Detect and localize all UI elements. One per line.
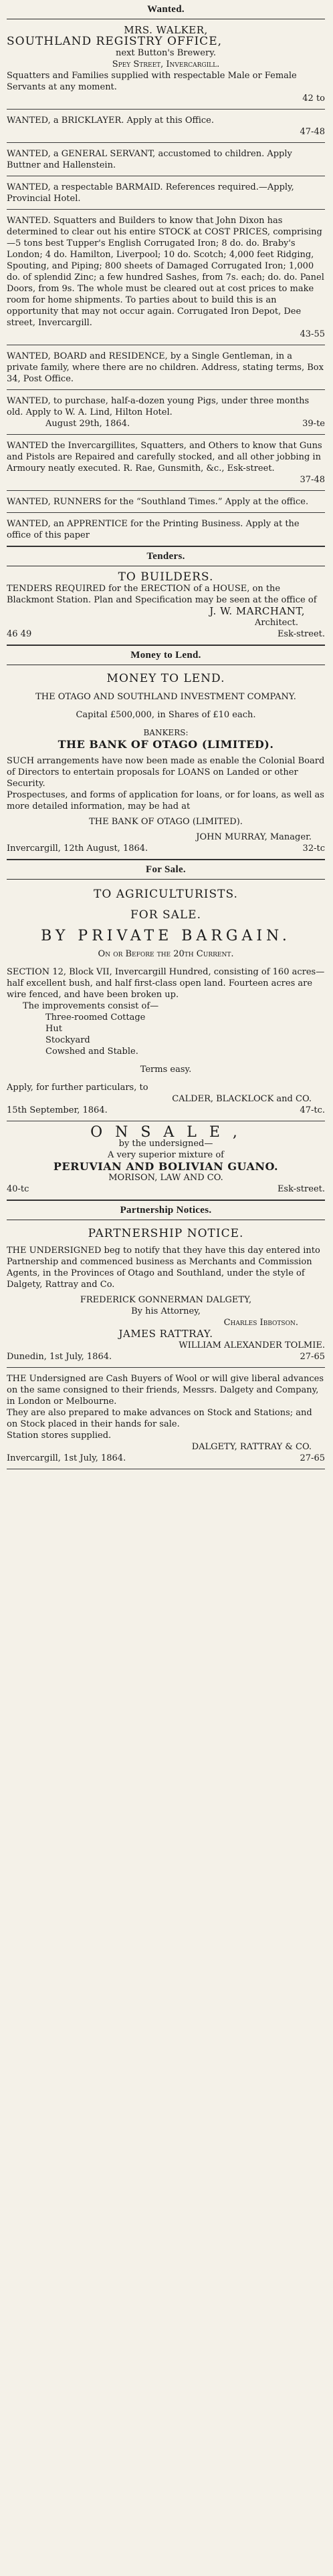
- ad-ref: 27-65: [300, 1352, 325, 1362]
- ad-name-3: WILLIAM ALEXANDER TOLMIE.: [179, 1340, 325, 1350]
- ad-agriculturists: [7, 880, 325, 1121]
- ad-body: WANTED, a BRICKLAYER. Apply at this Office.: [7, 116, 214, 126]
- ad-role: Architect.: [255, 618, 298, 628]
- ad-company: THE OTAGO AND SOUTHLAND INVESTMENT COMPANY.: [35, 692, 296, 702]
- ad-ref: 43-55: [300, 329, 325, 339]
- ad-body: WANTED the Invercargillites, Squatters, and Others to know that Guns and Pistols are Repaired and carefully stocked, and all other jobbing in Armoury neatly executed. R. Rae, Gunsmith, &c., Esk-street.: [7, 441, 322, 474]
- ad-by: by the undersigned—: [118, 1139, 213, 1149]
- ad-ref: 47-48: [300, 127, 325, 137]
- ad-pigs: [7, 390, 325, 435]
- ad-title-2: FOR SALE.: [130, 908, 201, 922]
- ad-body-2: Prospectuses, and forms of application for loans, or for loans, as well as more detailed information, may be had at: [7, 790, 324, 811]
- ad-heading-line: SOUTHLAND REGISTRY OFFICE,: [7, 35, 223, 48]
- ad-body: WANTED. Squatters and Builders to know that John Dixon has determined to clear out his entire STOCK at COST PRICES, comprising —5 tons best Tupper's English Corrugated Iron; 8 do. do. Braby's London; 4 do. Hamilton, Liverpool; 10 do. Scotch; 4,000 feet Ridging, Spouting, and Piping; 800 sheets of Damaged Corrugated Iron; 1,000 do. of splendid Zinc; a few hundred Sashes, from 7s. each; do. do. Panel Doors, from 9s. The whole must be cleared out at cost prices to make room for home shipments. To parties about to build this is an opportunity that may not occur again. Corrugated Iron Depot, Dee street, Invercargill.: [7, 216, 324, 328]
- ad-ref: 40-tc: [7, 1184, 29, 1194]
- ad-body: SECTION 12, Block VII, Invercargill Hundred, consisting of 160 acres—half excellent bush, and half first-class open land. Fourteen acres are wire fenced, and have been broken up.: [7, 967, 325, 1000]
- ad-bank: THE BANK OF OTAGO (LIMITED).: [58, 738, 274, 751]
- ad-servant: [7, 143, 325, 176]
- ad-capital: Capital £500,000, in Shares of £10 each.: [76, 710, 256, 720]
- ad-when: On or Before the 20th Current.: [98, 949, 234, 959]
- ad-place: Esk-street.: [277, 1184, 325, 1194]
- ad-item: Stockyard: [45, 1035, 90, 1045]
- ad-firm: MORISON, LAW AND CO.: [108, 1173, 223, 1183]
- ad-signer: JOHN MURRAY, Manager.: [196, 832, 312, 842]
- ad-apprentice: [7, 513, 325, 546]
- ad-bricklayer: [7, 110, 325, 143]
- ad-firm: DALGETY, RATTRAY & CO.: [191, 1442, 312, 1452]
- ad-bank-2: THE BANK OF OTAGO (LIMITED).: [89, 817, 243, 827]
- ad-item: Hut: [45, 1024, 62, 1034]
- section-heading-sale: For Sale.: [7, 860, 325, 880]
- ad-apply: Apply, for further particulars, to: [7, 1083, 148, 1093]
- ad-body-2: They are also prepared to make advances on Stock and Stations; and on Stock placed in their hands for sale.: [7, 1408, 312, 1429]
- ad-date: Invercargill, 1st July, 1864.: [7, 1453, 126, 1463]
- ad-dixon: [7, 210, 325, 345]
- section-heading-partnership: Partnership Notices.: [7, 1200, 325, 1220]
- ad-ref: 39-te: [302, 419, 325, 429]
- ad-title: MONEY TO LEND.: [106, 672, 225, 685]
- ad-name-2: JAMES RATTRAY.: [118, 1328, 213, 1340]
- ad-body: SUCH arrangements have now been made as enable the Colonial Board of Directors to entertain proposals for LOANS on Landed or other Security.: [7, 756, 325, 789]
- ad-builders: [7, 566, 325, 645]
- section-heading-money: Money to Lend.: [7, 645, 325, 665]
- ad-title: TO AGRICULTURISTS.: [94, 888, 238, 901]
- ad-signer: J. W. MARCHANT,: [209, 605, 305, 617]
- ad-date: 15th September, 1864.: [7, 1105, 108, 1115]
- ad-body-3: Station stores supplied.: [7, 1431, 112, 1441]
- section-heading-wanted: Wanted.: [7, 0, 325, 19]
- ad-ref: 42 to: [302, 94, 325, 104]
- ad-date: Invercargill, 12th August, 1864.: [7, 844, 148, 854]
- ad-body: WANTED, a respectable BARMAID. References required.—Apply, Provincial Hotel.: [7, 182, 294, 204]
- ad-name: FREDERICK GONNERMAN DALGETY,: [80, 1295, 252, 1305]
- ad-item: Three-roomed Cottage: [45, 1013, 146, 1023]
- ad-ref: 32-tc: [302, 844, 325, 854]
- ad-title: TO BUILDERS.: [118, 570, 214, 584]
- ad-body: TENDERS REQUIRED for the ERECTION of a HOUSE, on the Blackmont Station. Plan and Specification may be seen at the office of: [7, 584, 317, 605]
- ad-walker: [7, 19, 325, 110]
- ad-line: A very superior mixture of: [108, 1150, 224, 1160]
- ad-title: PARTNERSHIP NOTICE.: [88, 1227, 244, 1240]
- ad-item: Cowshed and Stable.: [45, 1047, 138, 1057]
- ad-body: WANTED, an APPRENTICE for the Printing Business. Apply at the office of this paper: [7, 519, 300, 540]
- ad-address: Spey Street, Invercargill.: [112, 59, 220, 69]
- ad-board: [7, 345, 325, 390]
- ad-agent: CALDER, BLACKLOCK and CO.: [172, 1094, 312, 1104]
- ad-title-3: BY PRIVATE BARGAIN.: [41, 928, 291, 944]
- ad-body: WANTED, RUNNERS for the “Southland Times.” Apply at the office.: [7, 497, 309, 507]
- ad-attorney-name: Charles Ibbotson.: [223, 1318, 298, 1328]
- ad-ref: 37-48: [300, 475, 325, 485]
- ad-body: THE Undersigned are Cash Buyers of Wool or will give liberal advances on the same consigned to their friends, Messrs. Dalgety and Company, in London or Melbourne.: [7, 1374, 324, 1407]
- ad-ref: 27-65: [300, 1453, 325, 1463]
- ad-improvements: The improvements consist of—: [23, 1001, 159, 1011]
- ad-body: WANTED, to purchase, half-a-dozen young Pigs, under three months old. Apply to W. A. Lind, Hilton Hotel.: [7, 396, 310, 417]
- ad-attorney: By his Attorney,: [131, 1306, 201, 1316]
- ad-place: Esk-street.: [277, 629, 325, 639]
- ad-money: [7, 665, 325, 860]
- ad-terms: Terms easy.: [140, 1065, 192, 1075]
- ad-barmaid: [7, 176, 325, 210]
- ad-wool: [7, 1368, 325, 1469]
- ad-body: Squatters and Families supplied with respectable Male or Female Servants at any moment.: [7, 71, 297, 92]
- ad-date: Dunedin, 1st July, 1864.: [7, 1352, 112, 1362]
- ad-runners: [7, 491, 325, 513]
- ad-body: WANTED, BOARD and RESIDENCE, by a Single Gentleman, in a private family, where there are no children. Address, stating terms, Box 34, Post Office.: [7, 351, 324, 384]
- ad-guns: [7, 435, 325, 491]
- ad-bankers-label: BANKERS:: [143, 728, 189, 737]
- ad-title: O N S A L E ,: [90, 1124, 241, 1141]
- section-heading-tenders: Tenders.: [7, 546, 325, 566]
- ad-ref: 46 49: [7, 629, 32, 639]
- ad-ref: 47-tc.: [300, 1105, 325, 1115]
- ad-partnership: [7, 1220, 325, 1368]
- ad-title: MRS. WALKER,: [124, 24, 208, 36]
- ad-body: WANTED, a GENERAL SERVANT, accustomed to children. Apply Buttner and Hallenstein.: [7, 149, 292, 170]
- ad-subline: next Button's Brewery.: [116, 48, 216, 58]
- ad-date: August 29th, 1864.: [45, 419, 130, 429]
- ad-body: THE UNDERSIGNED beg to notify that they have this day entered into Partnership and commenced business as Merchants and Commission Agents, in the Provinces of Otago and Southland, under the style of Dalgety, Rattray and Co.: [7, 1246, 320, 1290]
- ad-product: PERUVIAN AND BOLIVIAN GUANO.: [53, 1160, 279, 1173]
- ad-guano: [7, 1121, 325, 1200]
